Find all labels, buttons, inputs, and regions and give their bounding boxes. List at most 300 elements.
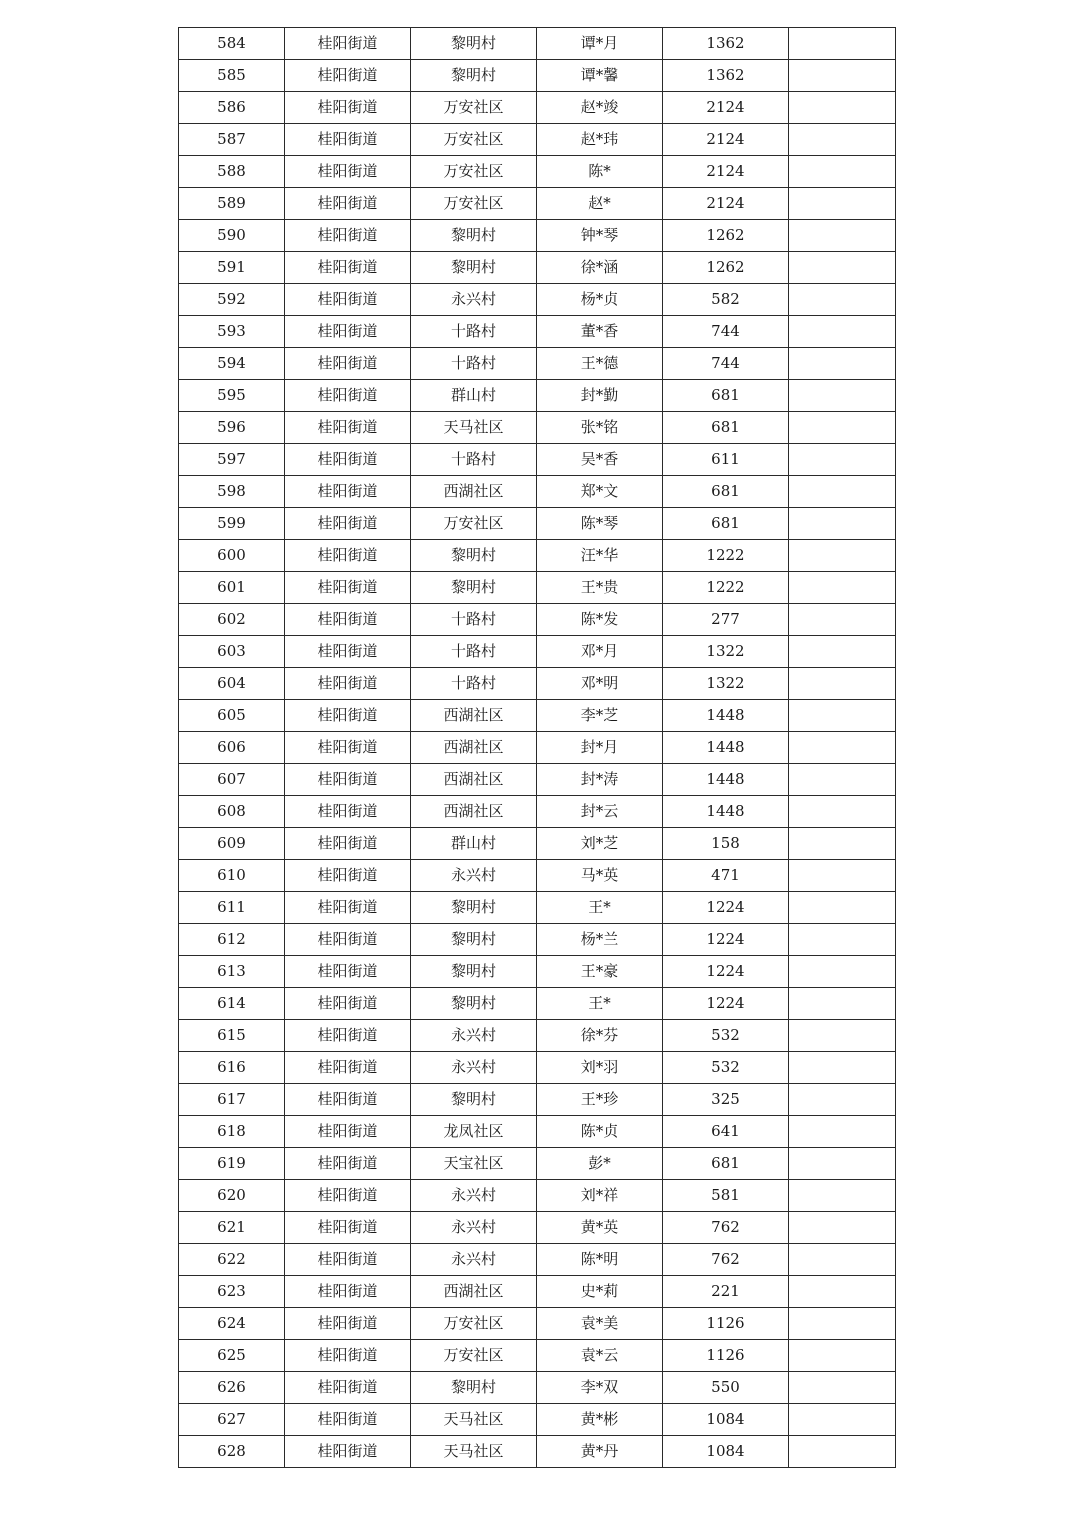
table-row [179, 604, 896, 636]
amount-cell: 2124 [663, 188, 789, 220]
community-cell: 万安社区 [411, 508, 537, 540]
street-cell: 桂阳街道 [285, 1372, 411, 1404]
community-cell: 万安社区 [411, 92, 537, 124]
remark-cell [789, 92, 896, 124]
amount-cell: 1084 [663, 1436, 789, 1468]
street-cell: 桂阳街道 [285, 1148, 411, 1180]
street-cell: 桂阳街道 [285, 956, 411, 988]
name-cell: 封*勤 [537, 380, 663, 412]
amount-cell: 762 [663, 1212, 789, 1244]
street-cell: 桂阳街道 [285, 892, 411, 924]
remark-cell [789, 1084, 896, 1116]
amount-cell: 1262 [663, 252, 789, 284]
amount-cell: 1448 [663, 796, 789, 828]
row-number-cell: 608 [179, 796, 285, 828]
community-cell: 龙凤社区 [411, 1116, 537, 1148]
remark-cell [789, 444, 896, 476]
amount-cell: 762 [663, 1244, 789, 1276]
amount-cell: 221 [663, 1276, 789, 1308]
community-cell: 万安社区 [411, 1340, 537, 1372]
table-row [179, 540, 896, 572]
remark-cell [789, 188, 896, 220]
table-row [179, 1308, 896, 1340]
amount-cell: 2124 [663, 92, 789, 124]
row-number-cell: 619 [179, 1148, 285, 1180]
row-number-cell: 603 [179, 636, 285, 668]
row-number-cell: 600 [179, 540, 285, 572]
amount-cell: 1322 [663, 636, 789, 668]
table-row [179, 1148, 896, 1180]
table-row [179, 892, 896, 924]
street-cell: 桂阳街道 [285, 508, 411, 540]
name-cell: 汪*华 [537, 540, 663, 572]
table-row [179, 412, 896, 444]
amount-cell: 1222 [663, 572, 789, 604]
amount-cell: 681 [663, 380, 789, 412]
name-cell: 赵*竣 [537, 92, 663, 124]
name-cell: 邓*月 [537, 636, 663, 668]
street-cell: 桂阳街道 [285, 1116, 411, 1148]
table-row [179, 1116, 896, 1148]
community-cell: 天马社区 [411, 1436, 537, 1468]
name-cell: 钟*琴 [537, 220, 663, 252]
street-cell: 桂阳街道 [285, 1084, 411, 1116]
community-cell: 十路村 [411, 348, 537, 380]
remark-cell [789, 764, 896, 796]
table-row [179, 1340, 896, 1372]
table-row [179, 508, 896, 540]
remark-cell [789, 1052, 896, 1084]
name-cell: 黄*丹 [537, 1436, 663, 1468]
amount-cell: 1362 [663, 60, 789, 92]
row-number-cell: 589 [179, 188, 285, 220]
remark-cell [789, 380, 896, 412]
community-cell: 黎明村 [411, 252, 537, 284]
street-cell: 桂阳街道 [285, 28, 411, 60]
table-row [179, 188, 896, 220]
row-number-cell: 621 [179, 1212, 285, 1244]
table-row [179, 988, 896, 1020]
remark-cell [789, 636, 896, 668]
name-cell: 刘*羽 [537, 1052, 663, 1084]
remark-cell [789, 1116, 896, 1148]
name-cell: 袁*云 [537, 1340, 663, 1372]
table-row [179, 1436, 896, 1468]
name-cell: 徐*涵 [537, 252, 663, 284]
street-cell: 桂阳街道 [285, 828, 411, 860]
name-cell: 陈*明 [537, 1244, 663, 1276]
row-number-cell: 616 [179, 1052, 285, 1084]
community-cell: 西湖社区 [411, 764, 537, 796]
community-cell: 永兴村 [411, 1212, 537, 1244]
name-cell: 李*芝 [537, 700, 663, 732]
table-row [179, 28, 896, 60]
name-cell: 王*贵 [537, 572, 663, 604]
amount-cell: 1362 [663, 28, 789, 60]
amount-cell: 581 [663, 1180, 789, 1212]
row-number-cell: 598 [179, 476, 285, 508]
row-number-cell: 623 [179, 1276, 285, 1308]
community-cell: 十路村 [411, 444, 537, 476]
remark-cell [789, 1404, 896, 1436]
table-row [179, 1052, 896, 1084]
amount-cell: 471 [663, 860, 789, 892]
street-cell: 桂阳街道 [285, 316, 411, 348]
row-number-cell: 588 [179, 156, 285, 188]
community-cell: 黎明村 [411, 956, 537, 988]
remark-cell [789, 540, 896, 572]
amount-cell: 532 [663, 1052, 789, 1084]
amount-cell: 681 [663, 1148, 789, 1180]
amount-cell: 550 [663, 1372, 789, 1404]
amount-cell: 681 [663, 476, 789, 508]
street-cell: 桂阳街道 [285, 668, 411, 700]
table-row [179, 284, 896, 316]
row-number-cell: 599 [179, 508, 285, 540]
amount-cell: 641 [663, 1116, 789, 1148]
street-cell: 桂阳街道 [285, 124, 411, 156]
name-cell: 封*涛 [537, 764, 663, 796]
table-row [179, 124, 896, 156]
community-cell: 黎明村 [411, 540, 537, 572]
remark-cell [789, 508, 896, 540]
remark-cell [789, 124, 896, 156]
name-cell: 王*德 [537, 348, 663, 380]
row-number-cell: 624 [179, 1308, 285, 1340]
street-cell: 桂阳街道 [285, 1052, 411, 1084]
table-row [179, 572, 896, 604]
row-number-cell: 586 [179, 92, 285, 124]
community-cell: 西湖社区 [411, 700, 537, 732]
community-cell: 黎明村 [411, 28, 537, 60]
amount-cell: 681 [663, 508, 789, 540]
name-cell: 陈*贞 [537, 1116, 663, 1148]
street-cell: 桂阳街道 [285, 732, 411, 764]
street-cell: 桂阳街道 [285, 156, 411, 188]
table-row [179, 732, 896, 764]
table-row [179, 636, 896, 668]
row-number-cell: 610 [179, 860, 285, 892]
remark-cell [789, 956, 896, 988]
remark-cell [789, 1276, 896, 1308]
row-number-cell: 592 [179, 284, 285, 316]
community-cell: 永兴村 [411, 1020, 537, 1052]
row-number-cell: 585 [179, 60, 285, 92]
table-row [179, 252, 896, 284]
table-row [179, 1404, 896, 1436]
table-row [179, 380, 896, 412]
street-cell: 桂阳街道 [285, 444, 411, 476]
community-cell: 万安社区 [411, 188, 537, 220]
community-cell: 万安社区 [411, 156, 537, 188]
community-cell: 永兴村 [411, 284, 537, 316]
amount-cell: 2124 [663, 124, 789, 156]
amount-cell: 1222 [663, 540, 789, 572]
name-cell: 陈*发 [537, 604, 663, 636]
table-row [179, 860, 896, 892]
name-cell: 袁*美 [537, 1308, 663, 1340]
remark-cell [789, 348, 896, 380]
street-cell: 桂阳街道 [285, 412, 411, 444]
street-cell: 桂阳街道 [285, 188, 411, 220]
community-cell: 十路村 [411, 668, 537, 700]
street-cell: 桂阳街道 [285, 60, 411, 92]
amount-cell: 1224 [663, 924, 789, 956]
table-row [179, 1244, 896, 1276]
name-cell: 黄*彬 [537, 1404, 663, 1436]
remark-cell [789, 476, 896, 508]
name-cell: 赵* [537, 188, 663, 220]
amount-cell: 277 [663, 604, 789, 636]
row-number-cell: 613 [179, 956, 285, 988]
row-number-cell: 593 [179, 316, 285, 348]
row-number-cell: 615 [179, 1020, 285, 1052]
community-cell: 群山村 [411, 380, 537, 412]
amount-cell: 532 [663, 1020, 789, 1052]
remark-cell [789, 1148, 896, 1180]
community-cell: 群山村 [411, 828, 537, 860]
name-cell: 刘*芝 [537, 828, 663, 860]
table-row [179, 828, 896, 860]
name-cell: 吴*香 [537, 444, 663, 476]
community-cell: 永兴村 [411, 1244, 537, 1276]
amount-cell: 1322 [663, 668, 789, 700]
community-cell: 西湖社区 [411, 732, 537, 764]
name-cell: 杨*兰 [537, 924, 663, 956]
remark-cell [789, 60, 896, 92]
community-cell: 永兴村 [411, 860, 537, 892]
row-number-cell: 602 [179, 604, 285, 636]
name-cell: 张*铭 [537, 412, 663, 444]
amount-cell: 1262 [663, 220, 789, 252]
street-cell: 桂阳街道 [285, 92, 411, 124]
name-cell: 王*豪 [537, 956, 663, 988]
remark-cell [789, 1372, 896, 1404]
name-cell: 谭*馨 [537, 60, 663, 92]
remark-cell [789, 1308, 896, 1340]
row-number-cell: 626 [179, 1372, 285, 1404]
row-number-cell: 587 [179, 124, 285, 156]
remark-cell [789, 732, 896, 764]
name-cell: 刘*祥 [537, 1180, 663, 1212]
street-cell: 桂阳街道 [285, 1404, 411, 1436]
remark-cell [789, 220, 896, 252]
community-cell: 万安社区 [411, 1308, 537, 1340]
street-cell: 桂阳街道 [285, 636, 411, 668]
name-cell: 王* [537, 892, 663, 924]
street-cell: 桂阳街道 [285, 796, 411, 828]
remark-cell [789, 284, 896, 316]
community-cell: 黎明村 [411, 988, 537, 1020]
name-cell: 邓*明 [537, 668, 663, 700]
row-number-cell: 609 [179, 828, 285, 860]
amount-cell: 1224 [663, 988, 789, 1020]
name-cell: 王*珍 [537, 1084, 663, 1116]
row-number-cell: 625 [179, 1340, 285, 1372]
street-cell: 桂阳街道 [285, 764, 411, 796]
name-cell: 黄*英 [537, 1212, 663, 1244]
table-row [179, 1276, 896, 1308]
data-table [178, 27, 896, 1468]
name-cell: 李*双 [537, 1372, 663, 1404]
amount-cell: 744 [663, 348, 789, 380]
community-cell: 西湖社区 [411, 1276, 537, 1308]
street-cell: 桂阳街道 [285, 1308, 411, 1340]
remark-cell [789, 860, 896, 892]
row-number-cell: 618 [179, 1116, 285, 1148]
street-cell: 桂阳街道 [285, 540, 411, 572]
community-cell: 黎明村 [411, 924, 537, 956]
amount-cell: 582 [663, 284, 789, 316]
community-cell: 黎明村 [411, 1372, 537, 1404]
row-number-cell: 591 [179, 252, 285, 284]
remark-cell [789, 252, 896, 284]
table-row [179, 1212, 896, 1244]
amount-cell: 1224 [663, 956, 789, 988]
table-row [179, 156, 896, 188]
remark-cell [789, 828, 896, 860]
street-cell: 桂阳街道 [285, 1020, 411, 1052]
street-cell: 桂阳街道 [285, 572, 411, 604]
name-cell: 封*月 [537, 732, 663, 764]
amount-cell: 744 [663, 316, 789, 348]
row-number-cell: 627 [179, 1404, 285, 1436]
amount-cell: 1448 [663, 732, 789, 764]
community-cell: 十路村 [411, 316, 537, 348]
table-row [179, 1084, 896, 1116]
community-cell: 十路村 [411, 604, 537, 636]
row-number-cell: 607 [179, 764, 285, 796]
row-number-cell: 604 [179, 668, 285, 700]
row-number-cell: 584 [179, 28, 285, 60]
remark-cell [789, 412, 896, 444]
table-row [179, 476, 896, 508]
street-cell: 桂阳街道 [285, 348, 411, 380]
community-cell: 天马社区 [411, 1404, 537, 1436]
remark-cell [789, 316, 896, 348]
name-cell: 徐*芬 [537, 1020, 663, 1052]
name-cell: 史*莉 [537, 1276, 663, 1308]
table-row [179, 60, 896, 92]
remark-cell [789, 1212, 896, 1244]
row-number-cell: 597 [179, 444, 285, 476]
remark-cell [789, 604, 896, 636]
table-row [179, 924, 896, 956]
street-cell: 桂阳街道 [285, 220, 411, 252]
community-cell: 万安社区 [411, 124, 537, 156]
name-cell: 董*香 [537, 316, 663, 348]
community-cell: 黎明村 [411, 220, 537, 252]
remark-cell [789, 1436, 896, 1468]
row-number-cell: 614 [179, 988, 285, 1020]
amount-cell: 1448 [663, 764, 789, 796]
community-cell: 十路村 [411, 636, 537, 668]
row-number-cell: 595 [179, 380, 285, 412]
row-number-cell: 594 [179, 348, 285, 380]
street-cell: 桂阳街道 [285, 1244, 411, 1276]
street-cell: 桂阳街道 [285, 604, 411, 636]
name-cell: 谭*月 [537, 28, 663, 60]
amount-cell: 2124 [663, 156, 789, 188]
name-cell: 彭* [537, 1148, 663, 1180]
row-number-cell: 617 [179, 1084, 285, 1116]
remark-cell [789, 988, 896, 1020]
table-row [179, 796, 896, 828]
street-cell: 桂阳街道 [285, 860, 411, 892]
table-row [179, 700, 896, 732]
name-cell: 赵*玮 [537, 124, 663, 156]
remark-cell [789, 796, 896, 828]
row-number-cell: 596 [179, 412, 285, 444]
name-cell: 郑*文 [537, 476, 663, 508]
table-row [179, 1372, 896, 1404]
remark-cell [789, 156, 896, 188]
name-cell: 陈*琴 [537, 508, 663, 540]
amount-cell: 1224 [663, 892, 789, 924]
remark-cell [789, 1340, 896, 1372]
table-row [179, 764, 896, 796]
remark-cell [789, 1180, 896, 1212]
row-number-cell: 622 [179, 1244, 285, 1276]
street-cell: 桂阳街道 [285, 284, 411, 316]
amount-cell: 158 [663, 828, 789, 860]
community-cell: 天宝社区 [411, 1148, 537, 1180]
row-number-cell: 628 [179, 1436, 285, 1468]
name-cell: 王* [537, 988, 663, 1020]
community-cell: 黎明村 [411, 60, 537, 92]
remark-cell [789, 700, 896, 732]
community-cell: 天马社区 [411, 412, 537, 444]
amount-cell: 1084 [663, 1404, 789, 1436]
table-row [179, 348, 896, 380]
remark-cell [789, 1020, 896, 1052]
table-row [179, 220, 896, 252]
name-cell: 封*云 [537, 796, 663, 828]
amount-cell: 325 [663, 1084, 789, 1116]
community-cell: 黎明村 [411, 892, 537, 924]
street-cell: 桂阳街道 [285, 252, 411, 284]
street-cell: 桂阳街道 [285, 1180, 411, 1212]
street-cell: 桂阳街道 [285, 988, 411, 1020]
name-cell: 陈* [537, 156, 663, 188]
row-number-cell: 611 [179, 892, 285, 924]
table-row [179, 316, 896, 348]
community-cell: 黎明村 [411, 1084, 537, 1116]
amount-cell: 1126 [663, 1340, 789, 1372]
amount-cell: 1126 [663, 1308, 789, 1340]
amount-cell: 1448 [663, 700, 789, 732]
row-number-cell: 606 [179, 732, 285, 764]
street-cell: 桂阳街道 [285, 1276, 411, 1308]
street-cell: 桂阳街道 [285, 700, 411, 732]
row-number-cell: 612 [179, 924, 285, 956]
street-cell: 桂阳街道 [285, 1340, 411, 1372]
street-cell: 桂阳街道 [285, 1436, 411, 1468]
row-number-cell: 605 [179, 700, 285, 732]
remark-cell [789, 28, 896, 60]
table-row [179, 444, 896, 476]
community-cell: 永兴村 [411, 1052, 537, 1084]
street-cell: 桂阳街道 [285, 1212, 411, 1244]
community-cell: 黎明村 [411, 572, 537, 604]
row-number-cell: 601 [179, 572, 285, 604]
name-cell: 马*英 [537, 860, 663, 892]
table-row [179, 956, 896, 988]
remark-cell [789, 668, 896, 700]
community-cell: 西湖社区 [411, 796, 537, 828]
table-row [179, 1020, 896, 1052]
remark-cell [789, 892, 896, 924]
